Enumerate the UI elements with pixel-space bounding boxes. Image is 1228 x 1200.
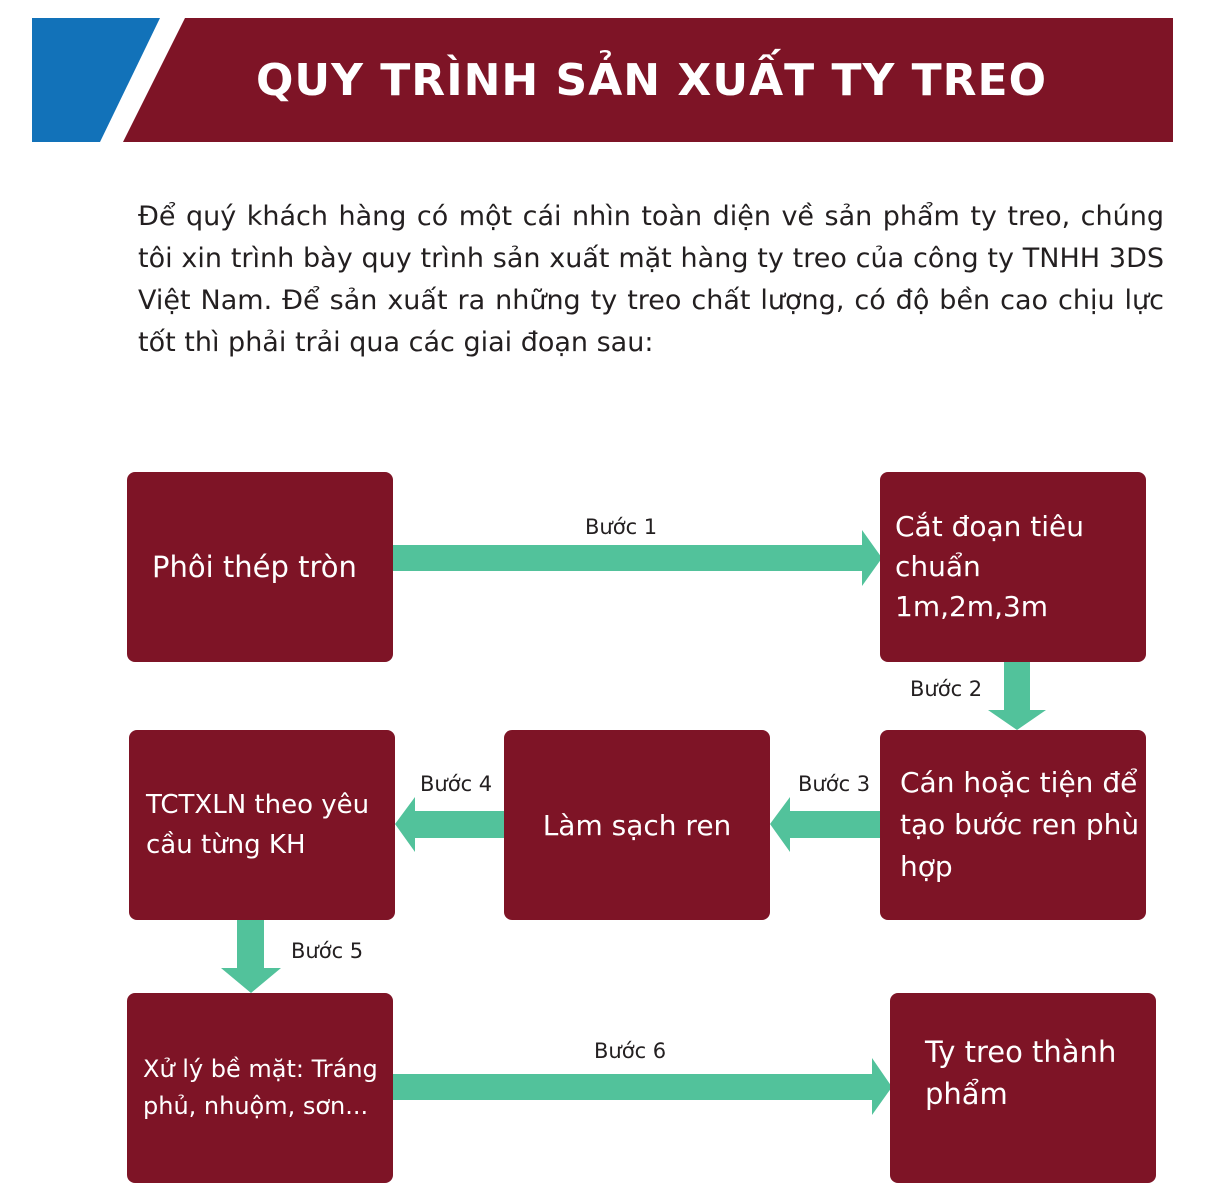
page-title: QUY TRÌNH SẢN XUẤT TY TREO <box>255 54 1047 106</box>
node-label: Ty treo thành phẩm <box>925 1035 1117 1111</box>
step-label-4: Bước 4 <box>420 772 493 796</box>
node-tctxln <box>129 730 395 920</box>
arrow-step-3 <box>770 797 880 852</box>
node-label: Cắt đoạn tiêu chuẩn 1m,2m,3m <box>895 510 1085 623</box>
step-label-1: Bước 1 <box>585 515 658 539</box>
arrow-step-5 <box>221 920 281 993</box>
step-label-6: Bước 6 <box>594 1039 667 1063</box>
node-label: Xử lý bề mặt: Tráng phủ, nhuộm, sơn... <box>143 1055 378 1120</box>
step-label-3: Bước 3 <box>798 772 871 796</box>
node-lam-sach-ren <box>504 730 770 920</box>
node-label: TCTXLN theo yêu cầu từng KH <box>146 790 370 860</box>
node-can-hoac-tien <box>880 730 1146 920</box>
node-phoi-thep-tron <box>127 472 393 662</box>
node-cat-doan-tieu-chuan <box>880 472 1146 662</box>
node-xu-ly-be-mat <box>127 993 393 1183</box>
arrow-step-2 <box>988 662 1046 730</box>
step-label-2: Bước 2 <box>910 677 983 701</box>
arrow-step-6 <box>393 1058 892 1115</box>
node-label: Làm sạch ren <box>542 808 732 842</box>
node-label: Phôi thép tròn <box>152 550 357 584</box>
arrow-step-4 <box>395 797 504 852</box>
step-label-5: Bước 5 <box>291 939 364 963</box>
node-ty-treo-thanh-pham <box>890 993 1156 1183</box>
node-label: Cán hoặc tiện để tạo bước ren phù hợp <box>900 766 1140 883</box>
intro-paragraph: Để quý khách hàng có một cái nhìn toàn diện về sản phẩm ty treo, chúng tôi xin trình bày quy trình sản xuất mặt hàng ty treo của công ty TNHH 3DS Việt Nam. Để sản xuất ra những ty treo chất lượng, có độ bền cao chịu lực tốt thì phải trải qua các giai đoạn sau: <box>138 201 1164 358</box>
